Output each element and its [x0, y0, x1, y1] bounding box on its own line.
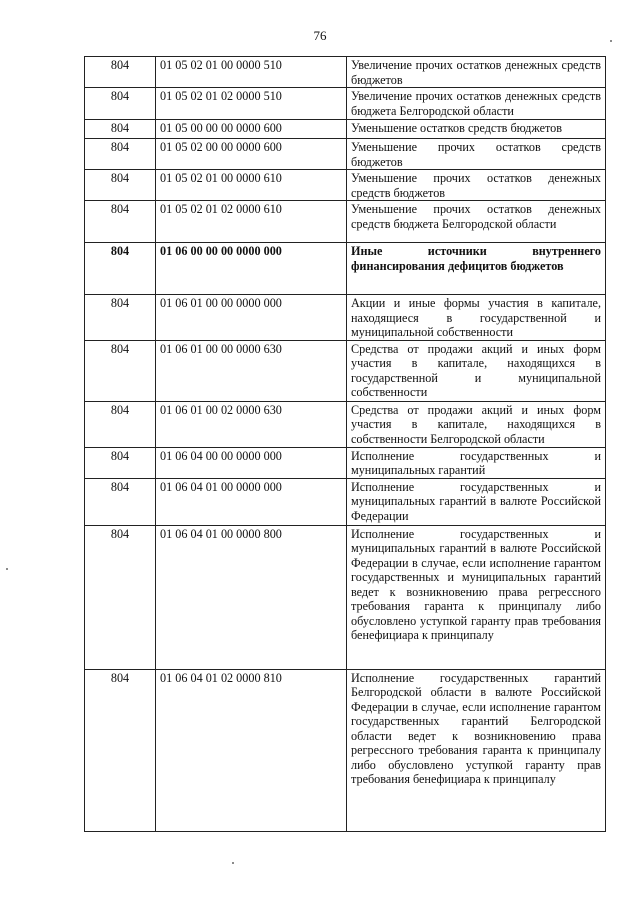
- source-name-cell: Увеличение прочих остатков денежных средств бюджетов: [347, 57, 606, 88]
- budget-code-cell: 01 06 04 00 00 0000 000: [156, 447, 347, 478]
- budget-code-cell: 01 06 01 00 00 0000 630: [156, 340, 347, 401]
- budget-sources-table: [84, 56, 606, 832]
- budget-code-cell: 01 06 04 01 00 0000 000: [156, 478, 347, 525]
- source-name-cell: Иные источники внутреннего финансирования дефицитов бюджетов: [347, 243, 606, 295]
- budget-code-cell: 01 06 04 01 00 0000 800: [156, 525, 347, 669]
- table-row: [85, 243, 606, 295]
- admin-code-cell: 804: [85, 401, 156, 447]
- scan-speck: [610, 40, 612, 42]
- table-row: [85, 139, 606, 170]
- budget-code-cell: 01 06 01 00 02 0000 630: [156, 401, 347, 447]
- source-name-cell: Увеличение прочих остатков денежных средств бюджета Белгородской области: [347, 88, 606, 120]
- table-row: [85, 120, 606, 139]
- source-name-cell: Средства от продажи акций и иных форм участия в капитале, находящихся в государственной и муниципальной собственности: [347, 340, 606, 401]
- table-row: [85, 447, 606, 478]
- admin-code-cell: 804: [85, 243, 156, 295]
- source-name-cell: Уменьшение прочих остатков средств бюджетов: [347, 139, 606, 170]
- admin-code-cell: 804: [85, 170, 156, 201]
- budget-code-cell: 01 06 00 00 00 0000 000: [156, 243, 347, 295]
- table-body: [85, 57, 606, 832]
- source-name-cell: Уменьшение остатков средств бюджетов: [347, 120, 606, 139]
- budget-code-cell: 01 05 02 01 02 0000 610: [156, 201, 347, 243]
- source-name-cell: Исполнение государственных гарантий Белгородской области в валюте Российской Федерации в случае, если исполнение гарантом государственных гарантий Белгородской области ведет к возникновению права регрессного требования гаранта к принципалу либо обусловлено уступкой гаранту прав требования бенефициара к принципалу: [347, 669, 606, 831]
- admin-code-cell: 804: [85, 669, 156, 831]
- table-row: [85, 295, 606, 341]
- table-row: [85, 401, 606, 447]
- source-name-cell: Уменьшение прочих остатков денежных средств бюджетов: [347, 170, 606, 201]
- budget-code-cell: 01 05 02 01 00 0000 510: [156, 57, 347, 88]
- source-name-cell: Уменьшение прочих остатков денежных средств бюджета Белгородской области: [347, 201, 606, 243]
- admin-code-cell: 804: [85, 57, 156, 88]
- table-row: [85, 478, 606, 525]
- scan-speck: [6, 568, 8, 570]
- table-row: [85, 201, 606, 243]
- admin-code-cell: 804: [85, 340, 156, 401]
- table-row: [85, 88, 606, 120]
- admin-code-cell: 804: [85, 525, 156, 669]
- budget-code-cell: 01 05 02 00 00 0000 600: [156, 139, 347, 170]
- budget-code-cell: 01 05 00 00 00 0000 600: [156, 120, 347, 139]
- source-name-cell: Акции и иные формы участия в капитале, находящиеся в государственной и муниципальной собственности: [347, 295, 606, 341]
- budget-code-cell: 01 06 01 00 00 0000 000: [156, 295, 347, 341]
- admin-code-cell: 804: [85, 88, 156, 120]
- budget-code-cell: 01 05 02 01 02 0000 510: [156, 88, 347, 120]
- table-row: [85, 170, 606, 201]
- table-row: [85, 669, 606, 831]
- admin-code-cell: 804: [85, 478, 156, 525]
- admin-code-cell: 804: [85, 201, 156, 243]
- admin-code-cell: 804: [85, 447, 156, 478]
- source-name-cell: Исполнение государственных и муниципальных гарантий: [347, 447, 606, 478]
- scan-speck: [232, 862, 234, 864]
- admin-code-cell: 804: [85, 295, 156, 341]
- source-name-cell: Средства от продажи акций и иных форм участия в капитале, находящихся в собственности Белгородской области: [347, 401, 606, 447]
- budget-code-cell: 01 05 02 01 00 0000 610: [156, 170, 347, 201]
- admin-code-cell: 804: [85, 120, 156, 139]
- source-name-cell: Исполнение государственных и муниципальных гарантий в валюте Российской Федерации: [347, 478, 606, 525]
- admin-code-cell: 804: [85, 139, 156, 170]
- budget-code-cell: 01 06 04 01 02 0000 810: [156, 669, 347, 831]
- page-number: 76: [313, 28, 327, 43]
- table-row: [85, 340, 606, 401]
- source-name-cell: Исполнение государственных и муниципальных гарантий в валюте Российской Федерации в случае, если исполнение гарантом государственных и муниципальных гарантий ведет к возникновению права регрессного требования гаранта к принципалу либо обусловлено уступкой гаранту прав требования бенефициара к принципалу: [347, 525, 606, 669]
- table-row: [85, 525, 606, 669]
- table-row: [85, 57, 606, 88]
